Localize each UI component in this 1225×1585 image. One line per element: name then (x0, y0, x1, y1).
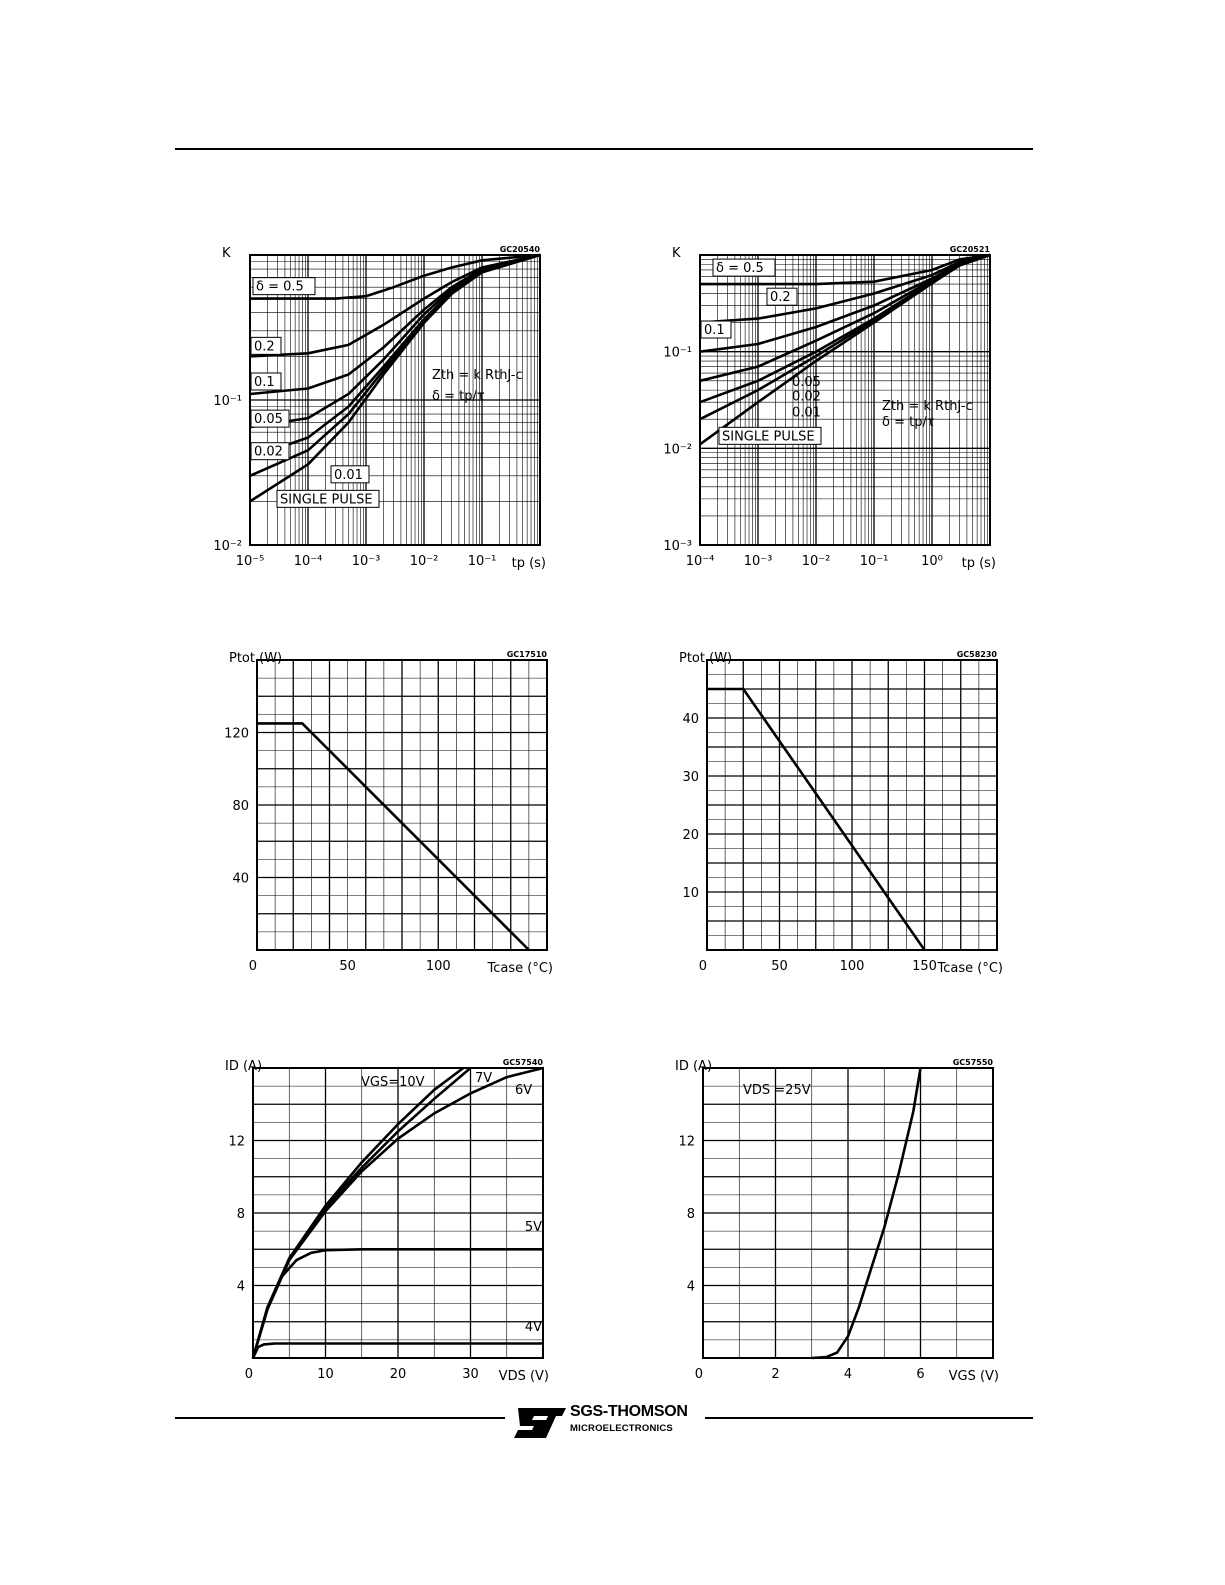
x-tick-label: 10⁻¹ (859, 554, 889, 569)
output-characteristics-chart (195, 1050, 565, 1390)
power-derating-chart-right (645, 645, 1015, 985)
x-tick-label: 100 (425, 959, 451, 974)
c1-svg (200, 240, 570, 580)
series-label: 0.1 (254, 374, 275, 390)
series-label: VDS =25V (743, 1083, 811, 1098)
y-axis-label: ID (A) (675, 1059, 713, 1074)
y-tick-label: 80 (232, 799, 249, 814)
y-tick-label: 10 (682, 886, 699, 901)
y-tick-label: 10⁻² (213, 539, 242, 554)
x-axis-label: tp (s) (511, 556, 546, 571)
y-axis-label: ID (A) (225, 1059, 263, 1074)
series-line (700, 255, 990, 419)
c2-svg (650, 240, 1020, 580)
y-tick-label: 10⁻² (663, 442, 692, 458)
series-label: 4V (524, 1319, 543, 1335)
x-tick-label: 2 (771, 1367, 780, 1382)
x-tick-label: 20 (389, 1367, 407, 1382)
series-label: VGS=10V (361, 1075, 425, 1090)
y-axis-label: K (672, 246, 681, 261)
y-tick-label: 30 (682, 770, 699, 785)
series-label: 0.01 (792, 405, 821, 421)
series-label: 5V (524, 1220, 543, 1236)
x-tick-label: 0 (694, 1367, 703, 1382)
y-tick-label: 40 (232, 871, 249, 887)
x-tick-label: 10 (317, 1367, 334, 1382)
figure-code: GC20540 (499, 245, 540, 254)
y-tick-label: 12 (228, 1134, 245, 1150)
series-label: 0.2 (254, 339, 275, 355)
series-label: 0.01 (334, 467, 363, 483)
series-label: 6V (515, 1083, 533, 1098)
series-label: δ = 0.5 (716, 261, 764, 277)
x-axis-label: VDS (V) (498, 1369, 549, 1384)
y-tick-label: 20 (682, 828, 699, 843)
y-tick-label: 120 (224, 726, 249, 742)
series-label: 7V (475, 1071, 493, 1086)
series-line (700, 255, 990, 402)
y-tick-label: 4 (686, 1279, 695, 1295)
brand-name: SGS-THOMSON (570, 1403, 688, 1420)
c5-svg (195, 1050, 565, 1390)
series-label: 0.2 (770, 290, 791, 306)
figure-code: GC58230 (956, 650, 997, 659)
series-line (250, 255, 540, 356)
formula-label: Zth = k RthJ-c (882, 398, 973, 414)
footer-rule-left (175, 1417, 505, 1419)
x-tick-label: 10⁻⁴ (685, 554, 715, 569)
c6-svg (645, 1050, 1015, 1390)
x-tick-label: 10⁻³ (743, 554, 773, 569)
x-tick-label: 6 (916, 1367, 925, 1382)
x-tick-label: 10⁻² (409, 554, 439, 569)
x-tick-label: 10⁻⁵ (235, 554, 265, 569)
series-label: 0.05 (254, 412, 283, 428)
power-derating-chart-left (195, 645, 565, 985)
series-label: 0.02 (254, 444, 283, 460)
y-tick-label: 10⁻¹ (213, 394, 242, 409)
grid (257, 660, 547, 950)
x-axis-label: VGS (V) (948, 1369, 999, 1384)
y-axis-label: Ptot (W) (229, 651, 283, 666)
series-label: SINGLE PULSE (722, 429, 815, 445)
thermal-impedance-chart-right (650, 240, 1010, 580)
brand-subtitle: MICROELECTRONICS (570, 1423, 673, 1434)
x-tick-label: 10⁰ (921, 554, 943, 569)
y-tick-label: 40 (682, 712, 699, 727)
x-tick-label: 10⁻² (801, 554, 831, 569)
x-tick-label: 50 (339, 959, 356, 974)
c4-svg (645, 645, 1015, 985)
footer-rule-right (705, 1417, 1033, 1419)
thermal-impedance-chart-left (200, 240, 560, 580)
y-axis-label: Ptot (W) (679, 651, 733, 666)
formula-label: δ = tp/τ (432, 389, 485, 404)
figure-code: GC17510 (506, 650, 547, 659)
x-axis-label: Tcase (°C) (487, 961, 553, 976)
series-label: 0.1 (704, 323, 725, 339)
y-tick-label: 12 (678, 1134, 695, 1150)
series-label: δ = 0.5 (256, 279, 304, 295)
x-tick-label: 0 (244, 1367, 253, 1382)
y-tick-label: 8 (686, 1207, 695, 1222)
formula-label: Zth = k RthJ-c (432, 367, 523, 383)
series-label: 0.05 (792, 374, 821, 390)
y-tick-label: 4 (236, 1279, 245, 1295)
x-tick-label: 10⁻¹ (467, 554, 497, 569)
x-tick-label: 30 (462, 1367, 479, 1382)
series-label: 0.02 (792, 389, 821, 405)
figure-code: GC20521 (949, 245, 990, 254)
y-tick-label: 10⁻³ (663, 539, 692, 554)
formula-label: δ = tp/τ (882, 415, 935, 431)
x-tick-label: 10⁻³ (351, 554, 381, 569)
grid (703, 1068, 993, 1358)
grid (253, 1068, 543, 1358)
transfer-characteristics-chart (645, 1050, 1015, 1390)
x-axis-label: Tcase (°C) (937, 961, 1003, 976)
x-tick-label: 4 (843, 1367, 853, 1382)
x-tick-label: 0 (248, 959, 257, 974)
x-tick-label: 50 (771, 959, 788, 974)
y-axis-label: K (222, 246, 231, 261)
x-tick-label: 10⁻⁴ (293, 554, 323, 569)
x-tick-label: 150 (912, 959, 937, 974)
y-tick-label: 10⁻¹ (663, 345, 692, 361)
x-tick-label: 0 (698, 959, 707, 974)
series-label: SINGLE PULSE (280, 492, 373, 508)
series-line (257, 723, 529, 950)
grid (707, 660, 997, 950)
top-rule (175, 148, 1033, 150)
x-axis-label: tp (s) (961, 556, 996, 571)
figure-code: GC57540 (502, 1058, 543, 1067)
c3-svg (195, 645, 565, 985)
figure-code: GC57550 (952, 1058, 993, 1067)
x-tick-label: 100 (839, 959, 865, 974)
y-tick-label: 8 (236, 1207, 245, 1222)
